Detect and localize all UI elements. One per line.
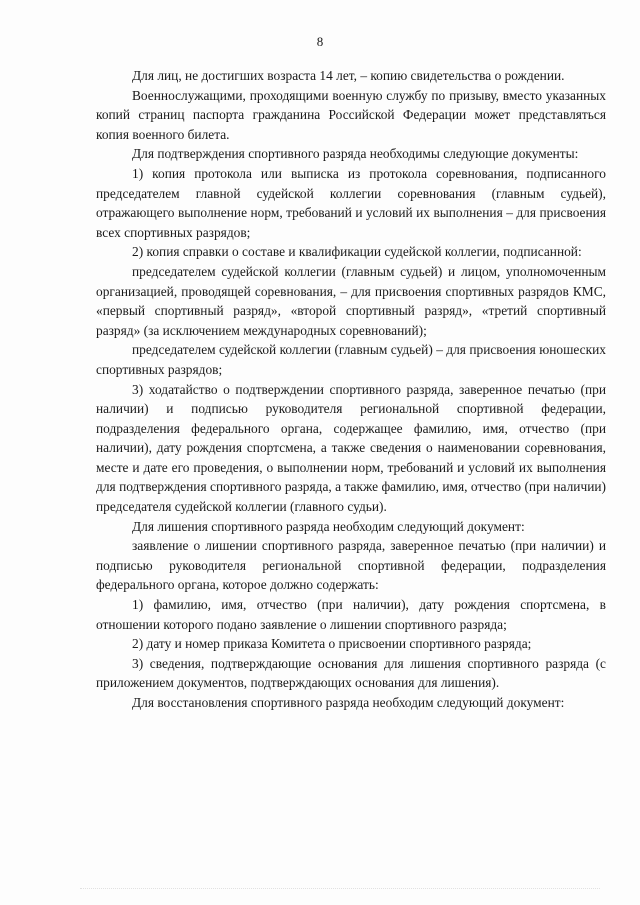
paragraph-deprivation-item-3: 3) сведения, подтверждающие основания для лишения спортивного разряда (с приложением документов, подтверждающих основания для лишения). xyxy=(96,655,606,691)
paragraph-military-id: Военнослужащими, проходящими военную службу по призыву, вместо указанных копий страниц паспорта гражданина Российской Федерации может представляться копия военного билета. xyxy=(96,87,606,142)
scan-artifact-line xyxy=(80,888,600,895)
paragraph-deprivation-intro: Для лишения спортивного разряда необходим следующий документ: xyxy=(132,518,525,534)
document-body xyxy=(96,66,606,713)
page-number: 8 xyxy=(316,34,324,49)
paragraph-item-2-certificate: 2) копия справки о составе и квалификации судейской коллегии, подписанной: xyxy=(132,244,582,260)
paragraph-signed-chairman-youth: председателем судейской коллегии (главным судьей) – для присвоения юношеских спортивных разрядов; xyxy=(96,342,606,377)
paragraph-signed-chairman-and-person: председателем судейской коллегии (главным судьей) и лицом, уполномоченным организацией, проводящей соревнования, – для присвоения спортивных разрядов КМС, «первый спортивный разряд», «второй спортивный разряд», «третий спортивный разряд» (за исключением международных соревнований); xyxy=(96,263,606,338)
paragraph-restoration-intro: Для восстановления спортивного разряда необходим следующий документ: xyxy=(132,695,565,710)
paragraph-item-1-protocol: 1) копия протокола или выписка из протокола соревнования, подписанного председателем главной судейской коллегии соревнования (главным судьей), отражающего выполнение норм, требований и условий их выполнения – для присвоения всех спортивных разрядов; xyxy=(96,165,606,240)
paragraph-birth-certificate: Для лиц, не достигших возраста 14 лет, – копию свидетельства о рождении. xyxy=(132,68,565,83)
paragraph-deprivation-item-1: 1) фамилию, имя, отчество (при наличии), дату рождения спортсмена, в отношении которого подано заявление о лишении спортивного разряда; xyxy=(96,597,606,632)
paragraph-deprivation-statement: заявление о лишении спортивного разряда, заверенное печатью (при наличии) и подписью руководителя региональной спортивной федерации, подразделения федерального органа, которое должно содержать: xyxy=(96,538,606,593)
paragraph-deprivation-item-2: 2) дату и номер приказа Комитета о присвоении спортивного разряда; xyxy=(132,636,532,652)
paragraph-item-3-petition: 3) ходатайство о подтверждении спортивного разряда, заверенное печатью (при наличии) и подписью руководителя региональной спортивной федерации, подразделения федерального органа, содержащее фамилию, имя, отчество (при наличии), дату рождения спортсмена, а также сведения о наименовании соревнования, месте и дате его проведения, о выполнении норм, требований и условий их выполнения для подтверждения спортивного разряда, а также фамилию, имя, отчество (при наличии) председателя судейской коллегии (главного судьи). xyxy=(96,381,606,515)
paragraph-confirmation-intro: Для подтверждения спортивного разряда необходимы следующие документы: xyxy=(132,146,579,162)
